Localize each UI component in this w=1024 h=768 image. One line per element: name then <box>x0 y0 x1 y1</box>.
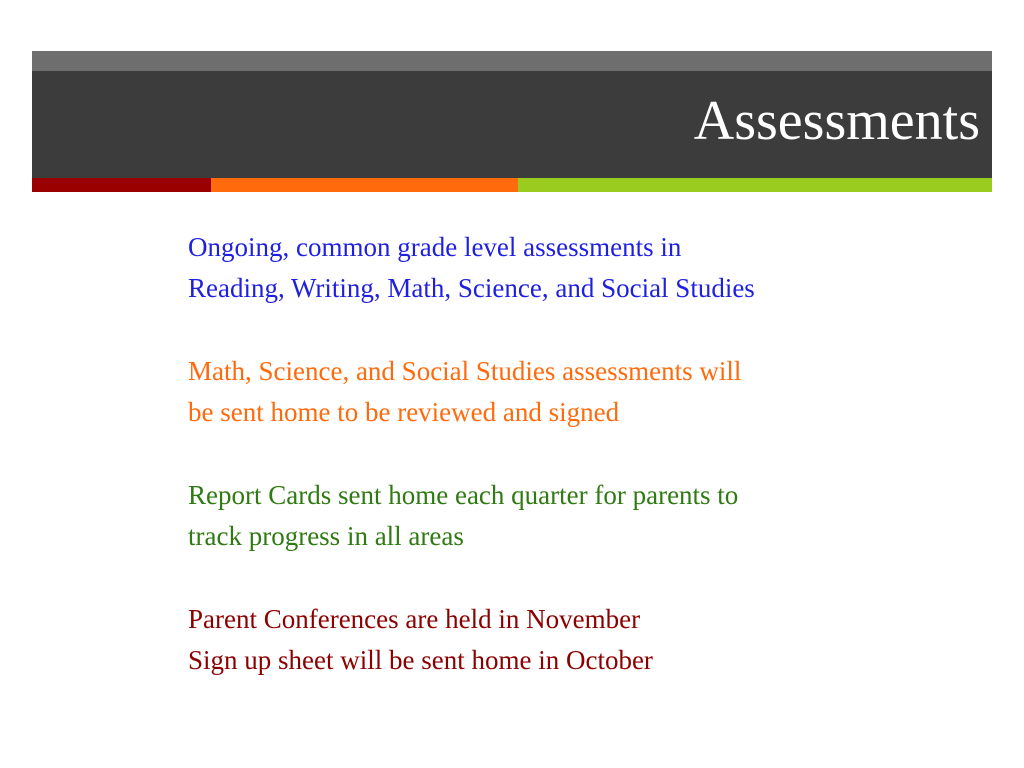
paragraph-line: Ongoing, common grade level assessments in <box>188 232 682 262</box>
header-bar <box>32 71 992 178</box>
paragraph-line: Reading, Writing, Math, Science, and Social Studies <box>188 273 755 303</box>
paragraph-report-cards <box>188 475 928 557</box>
accent-stripe-red <box>32 178 211 192</box>
paragraph-line: Math, Science, and Social Studies assessments will <box>188 356 742 386</box>
accent-stripe-orange <box>211 178 518 192</box>
slide-body <box>188 227 928 723</box>
paragraph-line: Parent Conferences are held in November <box>188 604 641 634</box>
paragraph-line: be sent home to be reviewed and signed <box>188 397 620 427</box>
paragraph-assessments-sent-home <box>188 351 928 433</box>
paragraph-line: track progress in all areas <box>188 521 464 551</box>
accent-stripe <box>32 178 992 192</box>
slide-title: Assessments <box>693 90 980 152</box>
paragraph-parent-conferences <box>188 599 928 681</box>
accent-stripe-green <box>518 178 992 192</box>
paragraph-ongoing-assessments <box>188 227 928 309</box>
paragraph-line: Sign up sheet will be sent home in October <box>188 645 653 675</box>
header-top-strip <box>32 51 992 71</box>
paragraph-line: Report Cards sent home each quarter for parents to <box>188 480 739 510</box>
